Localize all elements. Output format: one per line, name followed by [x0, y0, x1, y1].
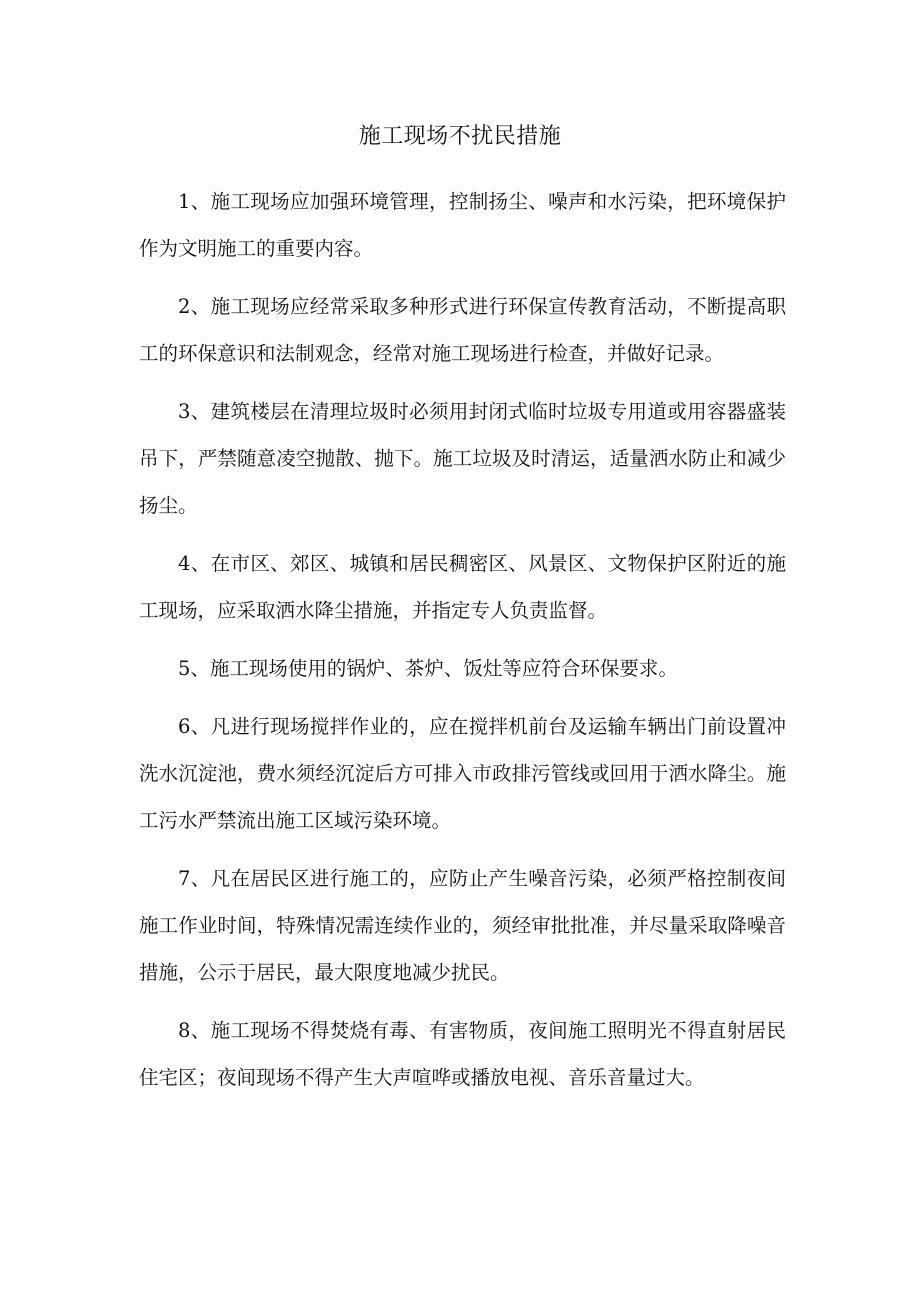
paragraph-4: 4、在市区、郊区、城镇和居民稠密区、风景区、文物保护区附近的施工现场，应采取洒水降尘措施，并指定专人负责监督。 [139, 552, 786, 622]
paragraph-1: 1、施工现场应加强环境管理，控制扬尘、噪声和水污染，把环境保护作为文明施工的重要内容。 [139, 190, 786, 260]
paragraph-8: 8、施工现场不得焚烧有毒、有害物质，夜间施工照明光不得直射居民住宅区；夜间现场不得产生大声喧哗或播放电视、音乐音量过大。 [139, 1019, 786, 1089]
paragraph-6: 6、凡进行现场搅拌作业的，应在搅拌机前台及运输车辆出门前设置冲洗水沉淀池，费水须经沉淀后方可排入市政排污管线或回用于洒水降尘。施工污水严禁流出施工区域污染环境。 [139, 715, 786, 832]
paragraph-7: 7、凡在居民区进行施工的，应防止产生噪音污染，必须严格控制夜间施工作业时间，特殊情况需连续作业的，须经审批批准，并尽量采取降噪音措施，公示于居民，最大限度地减少扰民。 [139, 867, 786, 984]
paragraph-3: 3、建筑楼层在清理垃圾时必须用封闭式临时垃圾专用道或用容器盛装吊下，严禁随意凌空抛散、抛下。施工垃圾及时清运，适量洒水防止和减少扬尘。 [139, 400, 786, 517]
paragraph-2: 2、施工现场应经常采取多种形式进行环保宣传教育活动，不断提高职工的环保意识和法制观念，经常对施工现场进行检查，并做好记录。 [139, 295, 786, 365]
paragraph-5: 5、施工现场使用的锅炉、茶炉、饭灶等应符合环保要求。 [178, 657, 678, 680]
document-title: 施工现场不扰民措施 [358, 124, 562, 149]
document-body [139, 178, 786, 1112]
